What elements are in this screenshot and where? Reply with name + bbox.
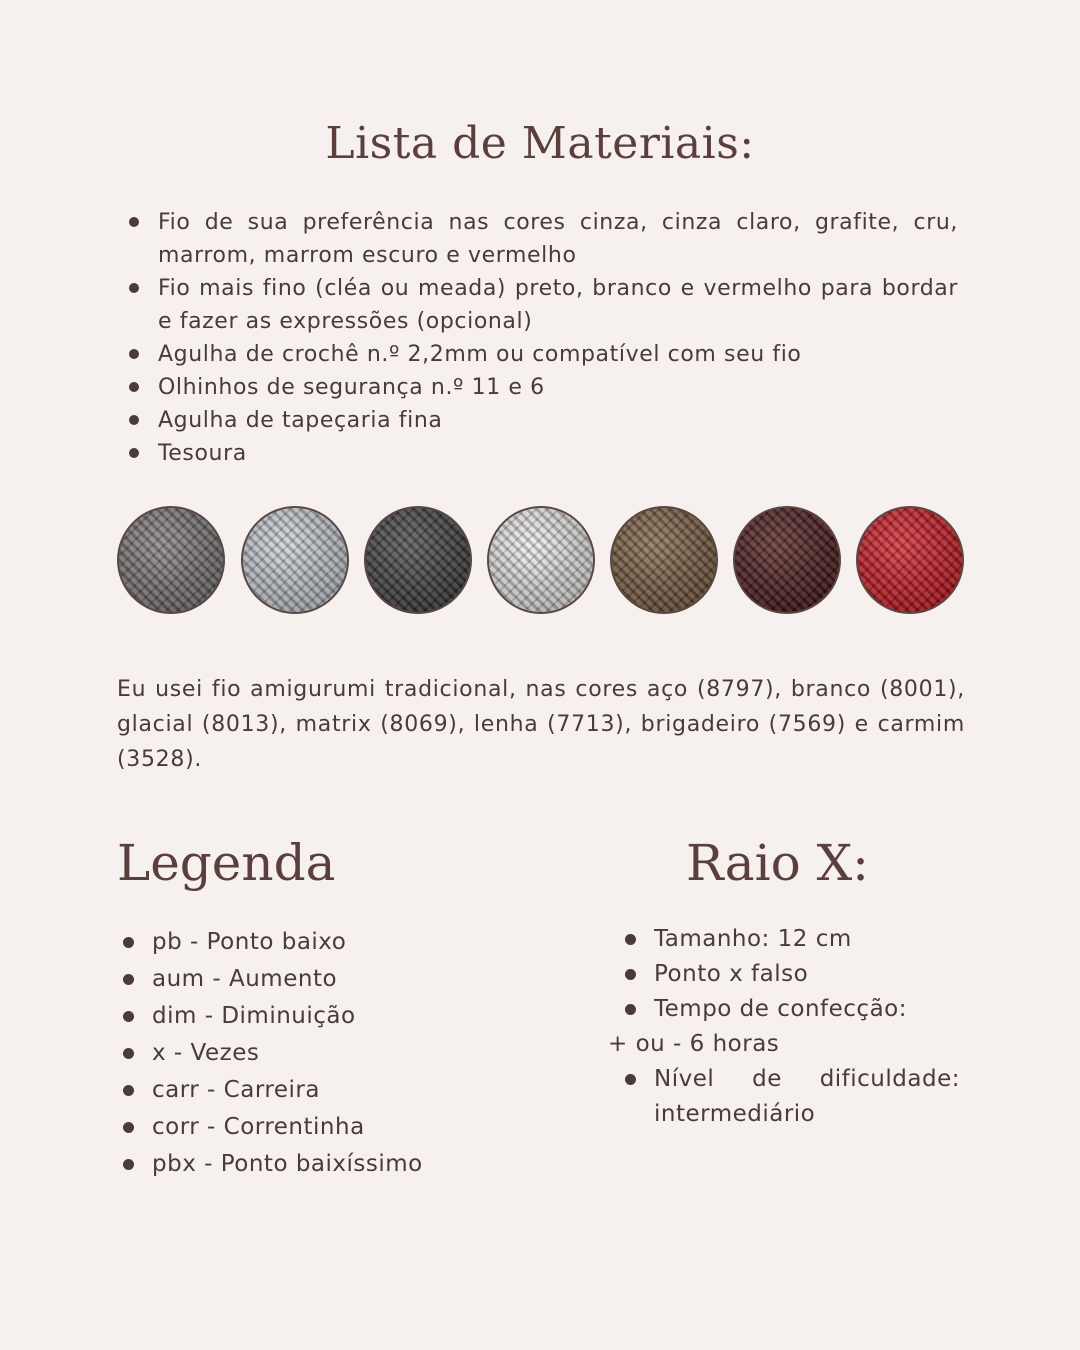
material-item: Fio mais fino (cléa ou meada) preto, branco e vermelho para bordar e fazer as expressões (opcional) xyxy=(158,272,958,338)
raio-x-list xyxy=(608,922,960,1132)
material-item: Tesoura xyxy=(158,437,958,470)
material-item: Fio de sua preferência nas cores cinza, cinza claro, grafite, cru, marrom, marrom escuro e vermelho xyxy=(158,206,958,272)
yarn-note: Eu usei fio amigurumi tradicional, nas cores aço (8797), branco (8001), glacial (8013), matrix (8069), lenha (7713), brigadeiro (7569) e carmim (3528). xyxy=(117,677,965,772)
yarn-swatches xyxy=(117,506,969,620)
raio-x-title: Raio X: xyxy=(686,834,870,892)
yarn-swatch-grafite xyxy=(364,506,472,614)
page-title: Lista de Materiais: xyxy=(325,118,755,169)
yarn-swatch-cinza-claro xyxy=(241,506,349,614)
legend-item: x - Vezes xyxy=(152,1035,423,1072)
raio-time-label: Tempo de confecção: xyxy=(608,992,960,1027)
yarn-swatch-marrom-escuro xyxy=(733,506,841,614)
yarn-swatch-cru xyxy=(487,506,595,614)
material-item: Agulha de crochê n.º 2,2mm ou compatível com seu fio xyxy=(158,338,958,371)
legend-item: pb - Ponto baixo xyxy=(152,924,423,961)
raio-difficulty-value: intermediário xyxy=(654,1101,816,1127)
yarn-swatch-vermelho xyxy=(856,506,964,614)
raio-size: Tamanho: 12 cm xyxy=(608,922,960,957)
legend-list xyxy=(152,924,423,1183)
difficulty-word: dificuldade: xyxy=(819,1066,960,1092)
legend-title: Legenda xyxy=(117,834,336,892)
legend-item: pbx - Ponto baixíssimo xyxy=(152,1146,423,1183)
material-item: Olhinhos de segurança n.º 11 e 6 xyxy=(158,371,958,404)
difficulty-word: Nível xyxy=(654,1066,715,1092)
legend-item: carr - Carreira xyxy=(152,1072,423,1109)
difficulty-word: de xyxy=(752,1066,782,1092)
raio-time-value: + ou - 6 horas xyxy=(608,1031,780,1057)
legend-item: corr - Correntinha xyxy=(152,1109,423,1146)
materials-list xyxy=(158,206,958,470)
legend-item: aum - Aumento xyxy=(152,961,423,998)
raio-stitch: Ponto x falso xyxy=(608,957,960,992)
raio-difficulty-label xyxy=(608,1062,960,1097)
material-item: Agulha de tapeçaria fina xyxy=(158,404,958,437)
yarn-swatch-cinza xyxy=(117,506,225,614)
yarn-swatch-marrom xyxy=(610,506,718,614)
legend-item: dim - Diminuição xyxy=(152,998,423,1035)
